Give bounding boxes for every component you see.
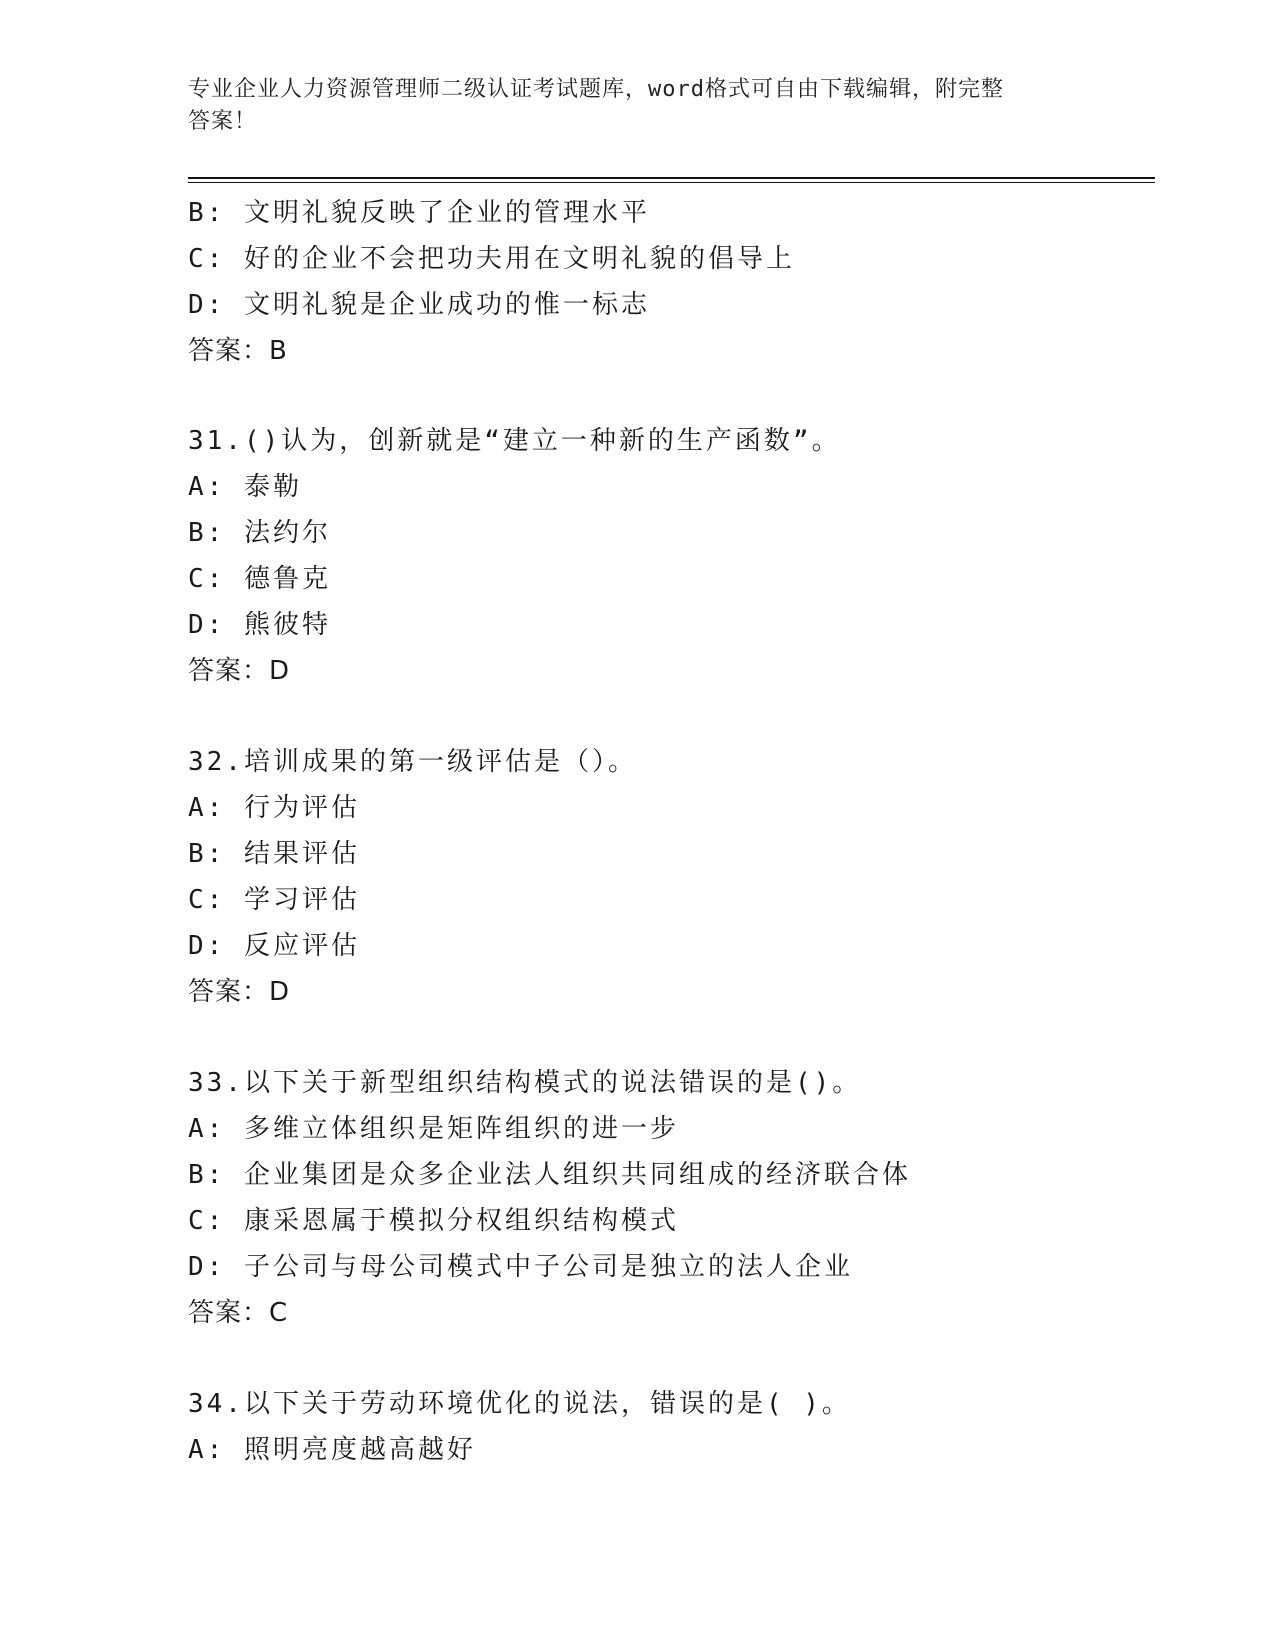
page-header	[188, 74, 1088, 138]
question-list	[188, 190, 1155, 1473]
question-30-tail	[188, 190, 1155, 374]
option-a: A: 泰勒	[188, 472, 302, 502]
answer-line: 答案：D	[188, 977, 291, 1007]
option-a: A: 多维立体组织是矩阵组织的进一步	[188, 1114, 679, 1144]
option-d: D: 文明礼貌是企业成功的惟一标志	[188, 290, 650, 320]
option-d: D: 子公司与母公司模式中子公司是独立的法人企业	[188, 1252, 853, 1282]
option-d: D: 反应评估	[188, 931, 360, 961]
option-c: C: 康采恩属于模拟分权组织结构模式	[188, 1206, 679, 1236]
option-b: B: 结果评估	[188, 839, 360, 869]
question-32	[188, 739, 1155, 1015]
answer-line: 答案：B	[188, 336, 288, 366]
option-b: B: 文明礼貌反映了企业的管理水平	[188, 198, 650, 228]
answer-line: 答案：C	[188, 1298, 289, 1328]
header-line-2: 答案！	[188, 109, 258, 134]
option-c: C: 德鲁克	[188, 564, 331, 594]
question-stem: 33.以下关于新型组织结构模式的说法错误的是()。	[188, 1068, 862, 1098]
option-c: C: 学习评估	[188, 885, 360, 915]
option-c: C: 好的企业不会把功夫用在文明礼貌的倡导上	[188, 244, 795, 274]
question-stem: 31.()认为，创新就是“建立一种新的生产函数”。	[188, 426, 841, 456]
answer-line: 答案：D	[188, 656, 291, 686]
option-d: D: 熊彼特	[188, 610, 331, 640]
question-stem: 32.培训成果的第一级评估是（）。	[188, 747, 637, 777]
header-line-1: 专业企业人力资源管理师二级认证考试题库，word格式可自由下载编辑，附完整	[188, 77, 1004, 102]
question-33	[188, 1060, 1155, 1336]
question-stem: 34.以下关于劳动环境优化的说法，错误的是( )。	[188, 1389, 851, 1419]
option-a: A: 照明亮度越高越好	[188, 1435, 476, 1465]
header-divider-thick	[188, 177, 1155, 179]
question-34	[188, 1381, 1155, 1473]
question-31	[188, 418, 1155, 694]
option-b: B: 企业集团是众多企业法人组织共同组成的经济联合体	[188, 1160, 911, 1190]
option-b: B: 法约尔	[188, 518, 331, 548]
option-a: A: 行为评估	[188, 793, 360, 823]
header-divider-thin	[188, 182, 1155, 183]
